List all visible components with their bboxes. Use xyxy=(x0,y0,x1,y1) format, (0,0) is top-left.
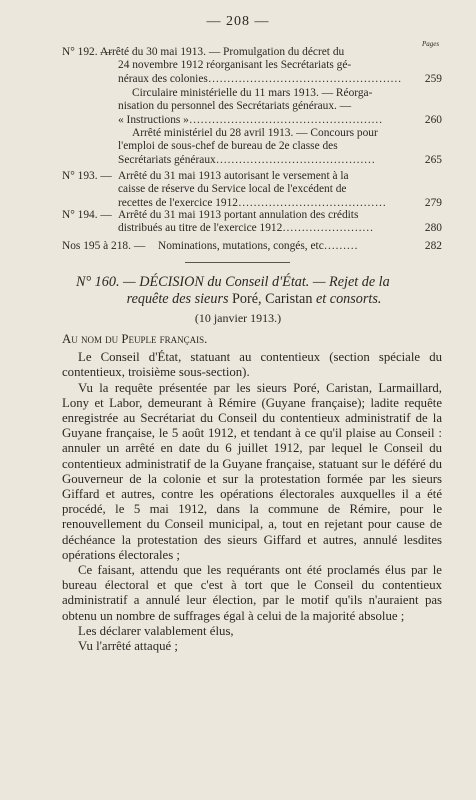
toc-number: N° 193. — xyxy=(62,170,112,182)
toc-page: 279 xyxy=(424,196,442,209)
toc-line: Arrêté du 30 mai 1913. — Promulgation du décret du xyxy=(100,46,345,58)
pages-column-label: Pages xyxy=(422,40,440,48)
section-divider xyxy=(185,262,290,263)
body-paragraph: Le Conseil d'État, statuant au contentieux (section spéciale du contentieux, troisième sous-section). xyxy=(62,350,442,380)
toc-entry xyxy=(62,87,442,127)
decision-title-names: Poré, Caristan xyxy=(232,291,313,307)
toc-number: N° 194. — xyxy=(62,209,112,221)
decision-title-part: et consorts. xyxy=(312,291,382,307)
decision-title xyxy=(76,274,432,308)
decision-title-line: N° 160. — DÉCISION du Conseil d'État. — Rejet de la xyxy=(76,274,390,290)
toc-entry xyxy=(62,209,442,236)
body-paragraph: Vu l'arrêté attaqué ; xyxy=(78,639,178,654)
toc-line: distribués au titre de l'exercice 1912…………………… xyxy=(118,222,374,235)
decision-title-part: requête des sieurs xyxy=(126,291,233,307)
toc-entry xyxy=(62,127,442,167)
toc-page: 265 xyxy=(424,153,442,166)
toc-line: Arrêté ministériel du 28 avril 1913. — Concours pour xyxy=(132,127,378,139)
toc-line: nisation du personnel des Secrétariats généraux. — xyxy=(118,100,352,113)
body-paragraph: Vu la requête présentée par les sieurs Poré, Caristan, Larmaillard, Lony et Labor, demeurant à Rémire (Guyane française); ladite requête enregistrée au Secrétariat du Conseil du contentieux administratif de la Guyane française, le 5 août 1912, et tendant à ce qu'il plaise au Conseil : annuler un arrêté en date du 6 juillet 1912, par lequel le Conseil du contentieux administratif de la Guyane française, statuant sur le déféré du Gouverneur de la colonie et sur la protestation formée par les sieurs Giffard et autres, contre les opérations électorales auxquelles il a été procédé, le 5 mai 1912, dans la commune de Rémire, pour le renouvellement du Conseil municipal, a, tout en rejetant pour cause de déchéance la protestation des sieurs Giffard et autres, annulé lesdites opérations électorales ; xyxy=(62,380,442,562)
page-number: — 208 — xyxy=(206,14,270,29)
toc-line: Arrêté du 31 mai 1913 portant annulation des crédits xyxy=(118,209,359,221)
toc-entry xyxy=(62,170,442,210)
decision-date: (10 janvier 1913.) xyxy=(194,311,282,325)
body-heading: Au nom du Peuple français. xyxy=(62,332,208,346)
toc-line: Secrétariats généraux…………………………………… xyxy=(118,153,376,166)
toc-line: néraux des colonies…………………………………………… xyxy=(118,72,402,85)
toc-line: l'emploi de sous-chef de bureau de 2e classe des xyxy=(118,140,338,153)
toc-entry xyxy=(62,46,442,86)
toc-line: recettes de l'exercice 1912………………………………… xyxy=(118,196,387,209)
toc-line: Nominations, mutations, congés, etc……… xyxy=(158,240,358,252)
toc-page: 280 xyxy=(424,222,442,235)
body-paragraph: Les déclarer valablement élus, xyxy=(78,623,234,638)
body-paragraph: Ce faisant, attendu que les requérants ont été proclamés élus par le bureau électoral et que c'est à tort que le Conseil du contentieux administratif a annulé leur élection, par le motif qu'ils n'auraient pas obtenu un nombre de suffrages égal à celui de la majorité absolue ; xyxy=(62,563,442,623)
toc-entry xyxy=(62,240,442,253)
toc-number: N° 192. — xyxy=(62,46,112,58)
toc-line: caisse de réserve du Service local de l'excédent de xyxy=(118,183,347,196)
toc-page: 259 xyxy=(424,72,442,85)
toc-number: Nos 195 à 218. — xyxy=(62,240,146,252)
toc-page: 282 xyxy=(424,240,442,252)
toc-line: 24 novembre 1912 réorganisant les Secrétariats gé- xyxy=(118,59,352,72)
toc-page: 260 xyxy=(424,113,442,126)
toc-line: Circulaire ministérielle du 11 mars 1913. — Réorga- xyxy=(132,87,373,99)
toc-line: « Instructions »…………………………………………… xyxy=(118,113,383,126)
toc-line: Arrêté du 31 mai 1913 autorisant le versement à la xyxy=(118,170,349,182)
decision-body xyxy=(62,332,442,654)
